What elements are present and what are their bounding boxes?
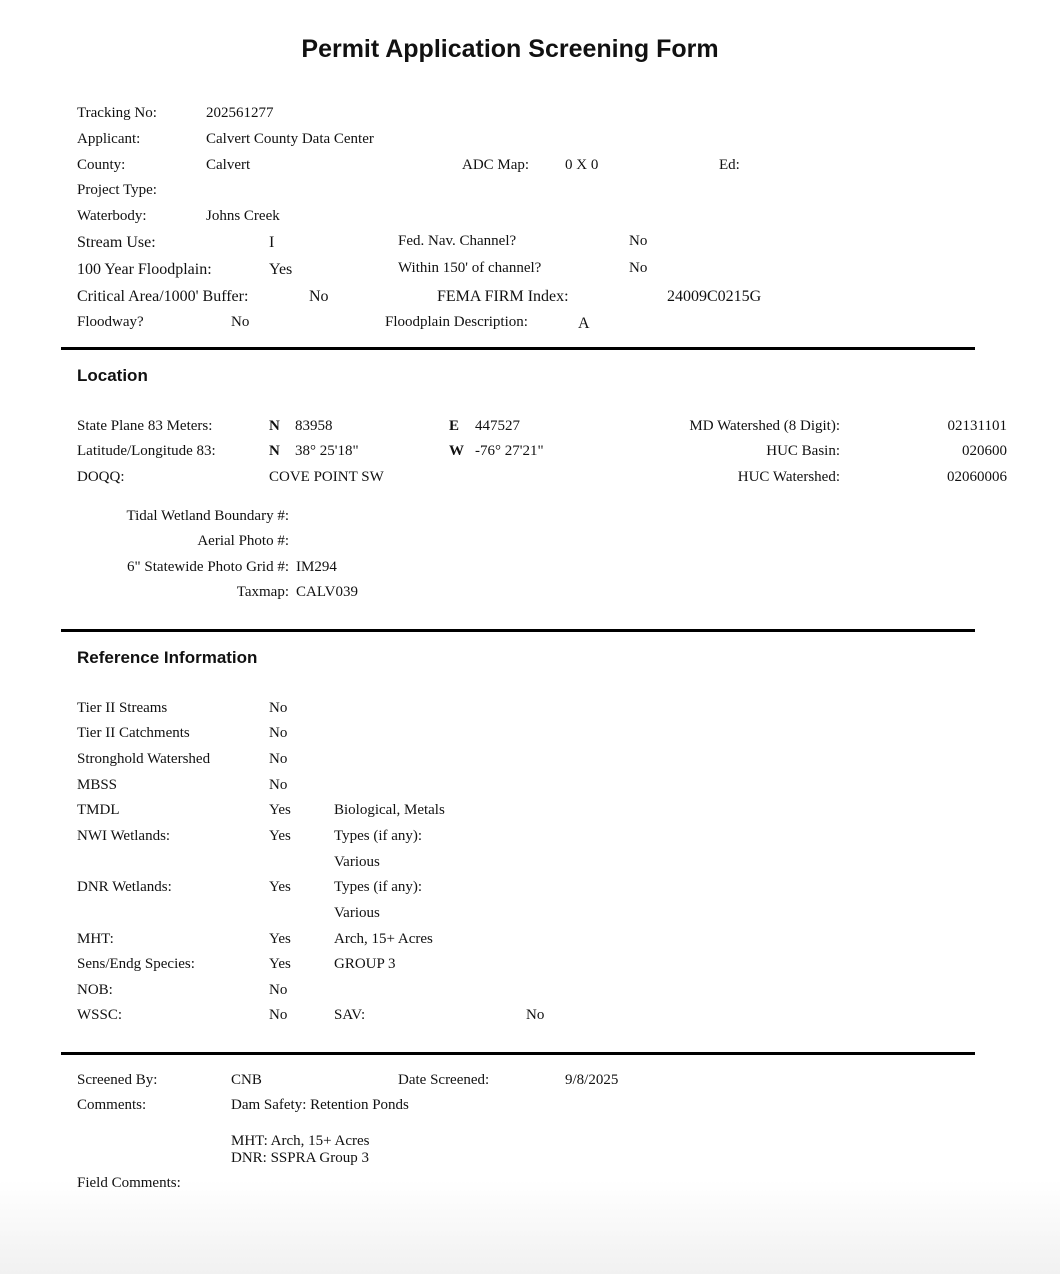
- huc-watershed-label: HUC Watershed:: [737, 469, 840, 485]
- date-screened-value: 9/8/2025: [565, 1072, 619, 1088]
- ref-value: Yes: [269, 931, 291, 947]
- county-value: Calvert: [206, 157, 251, 173]
- aerial-label: Aerial Photo #:: [197, 533, 289, 549]
- ref-value: No: [269, 751, 288, 767]
- ref-value: No: [269, 700, 288, 716]
- tidal-label: Tidal Wetland Boundary #:: [126, 508, 289, 524]
- comments-line: MHT: Arch, 15+ Acres: [231, 1133, 370, 1149]
- county-label: County:: [77, 157, 126, 173]
- comments-label: Comments:: [77, 1097, 147, 1113]
- ref-value: Yes: [269, 802, 291, 818]
- taxmap-value: CALV039: [296, 584, 358, 600]
- lat-dir: N: [269, 443, 280, 459]
- lon-dir: W: [449, 443, 464, 459]
- ref-detail-types: Various: [334, 854, 380, 870]
- stream-use-label: Stream Use:: [77, 234, 156, 251]
- waterbody-value: Johns Creek: [206, 208, 280, 224]
- ref-detail: Biological, Metals: [334, 802, 445, 818]
- doqq-value: COVE POINT SW: [269, 469, 384, 485]
- ref-value: No: [269, 982, 288, 998]
- location-title: Location: [77, 366, 148, 385]
- screened-by-label: Screened By:: [77, 1072, 158, 1088]
- ref-label: NWI Wetlands:: [77, 828, 171, 844]
- ref-detail: Arch, 15+ Acres: [334, 931, 433, 947]
- huc-watershed-value: 02060006: [947, 469, 1007, 485]
- stream-use-value: I: [269, 234, 275, 251]
- critical-area-value: No: [309, 288, 329, 305]
- md-watershed-value: 02131101: [947, 418, 1007, 434]
- tracking-label: Tracking No:: [77, 105, 157, 121]
- ref-label: TMDL: [77, 802, 120, 818]
- ref-value: No: [269, 725, 288, 741]
- page-title: Permit Application Screening Form: [301, 35, 719, 63]
- ref-label: NOB:: [77, 982, 113, 998]
- fema-label: FEMA FIRM Index:: [437, 288, 569, 305]
- applicant-label: Applicant:: [77, 131, 141, 147]
- date-screened-label: Date Screened:: [398, 1072, 490, 1088]
- waterbody-label: Waterbody:: [77, 208, 147, 224]
- ref-label: MHT:: [77, 931, 114, 947]
- sp-n-dir: N: [269, 418, 280, 434]
- adc-map-label: ADC Map:: [462, 157, 530, 173]
- floodplain-desc-label: Floodplain Description:: [385, 314, 528, 330]
- fed-nav-label: Fed. Nav. Channel?: [398, 233, 517, 249]
- ref-value: No: [269, 777, 288, 793]
- floodplain-desc-value: A: [578, 315, 590, 332]
- ref-detail: SAV:: [334, 1007, 366, 1023]
- latlon-label: Latitude/Longitude 83:: [77, 443, 216, 459]
- state-plane-label: State Plane 83 Meters:: [77, 418, 213, 434]
- ed-label: Ed:: [719, 157, 740, 173]
- md-watershed-label: MD Watershed (8 Digit):: [689, 418, 840, 434]
- critical-area-label: Critical Area/1000' Buffer:: [77, 288, 249, 305]
- huc-basin-value: 020600: [962, 443, 1007, 459]
- adc-map-value: 0 X 0: [565, 157, 599, 173]
- applicant-value: Calvert County Data Center: [206, 131, 374, 147]
- ref-value: Yes: [269, 879, 291, 895]
- ref-value: Yes: [269, 956, 291, 972]
- ref-detail: GROUP 3: [334, 956, 396, 972]
- reference-title: Reference Information: [77, 648, 258, 667]
- sp-n-value: 83958: [295, 418, 333, 434]
- page-bottom-shade: [0, 1180, 1060, 1274]
- project-type-label: Project Type:: [77, 182, 157, 198]
- doqq-label: DOQQ:: [77, 469, 125, 485]
- sp-e-dir: E: [449, 418, 460, 434]
- comments-line: DNR: SSPRA Group 3: [231, 1150, 369, 1166]
- ref-detail: Types (if any):: [334, 879, 423, 895]
- divider: [61, 629, 975, 632]
- ref-label: Tier II Streams: [77, 700, 168, 716]
- sp-e-value: 447527: [475, 418, 520, 434]
- ref-detail-types: Various: [334, 905, 380, 921]
- huc-basin-label: HUC Basin:: [766, 443, 840, 459]
- lat-value: 38° 25'18": [295, 443, 359, 459]
- ref-label: DNR Wetlands:: [77, 879, 172, 895]
- ref-label: Stronghold Watershed: [77, 751, 211, 767]
- floodway-value: No: [231, 314, 250, 330]
- taxmap-label: Taxmap:: [236, 584, 289, 600]
- divider: [61, 347, 975, 350]
- sav-value: No: [526, 1007, 545, 1023]
- field-comments-label: Field Comments:: [77, 1175, 181, 1191]
- fema-value: 24009C0215G: [667, 288, 762, 305]
- within150-value: No: [629, 260, 648, 276]
- floodplain-value: Yes: [269, 261, 293, 278]
- lon-value: -76° 27'21": [475, 443, 544, 459]
- tracking-value: 202561277: [206, 105, 274, 121]
- ref-label: Tier II Catchments: [77, 725, 190, 741]
- ref-value: No: [269, 1007, 288, 1023]
- ref-label: Sens/Endg Species:: [77, 956, 195, 972]
- floodway-label: Floodway?: [77, 314, 144, 330]
- fed-nav-value: No: [629, 233, 648, 249]
- ref-value: Yes: [269, 828, 291, 844]
- within150-label: Within 150' of channel?: [398, 260, 542, 276]
- screened-by-value: CNB: [231, 1072, 262, 1088]
- comments-line: Dam Safety: Retention Ponds: [231, 1097, 409, 1113]
- photo-grid-value: IM294: [296, 559, 337, 575]
- floodplain-label: 100 Year Floodplain:: [77, 261, 212, 278]
- divider: [61, 1052, 975, 1055]
- ref-label: MBSS: [77, 777, 118, 793]
- ref-detail: Types (if any):: [334, 828, 423, 844]
- photo-grid-label: 6" Statewide Photo Grid #:: [127, 559, 289, 575]
- ref-label: WSSC:: [77, 1007, 123, 1023]
